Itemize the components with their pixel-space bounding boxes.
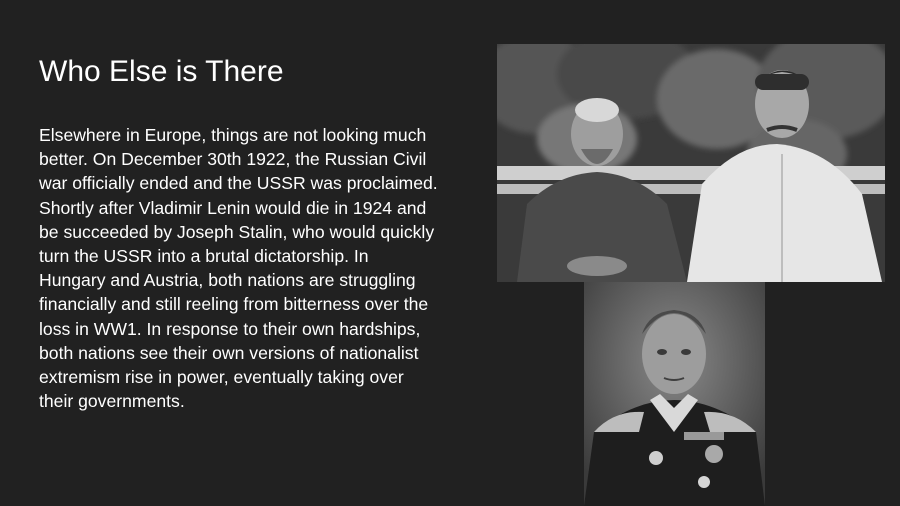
slide-title: Who Else is There [39,55,284,88]
slide-body-text: Elsewhere in Europe, things are not looking much better. On December 30th 1922, the Russian Civil war officially ended and the USSR was proclaimed. Shortly after Vladimir Lenin would die in 1924 and be succeeded by Joseph Stalin, who would quickly turn the USSR into a brutal dictatorship. In Hungary and Austria, both nations are struggling financially and still reeling from bitterness over the loss in WW1. In response to their own hardships, both nations see their own versions of nationalist extremism rise in power, eventually taking over their governments. [39,125,438,412]
photo-portrait-uniform [584,282,765,506]
photo-lenin-stalin [497,44,885,282]
